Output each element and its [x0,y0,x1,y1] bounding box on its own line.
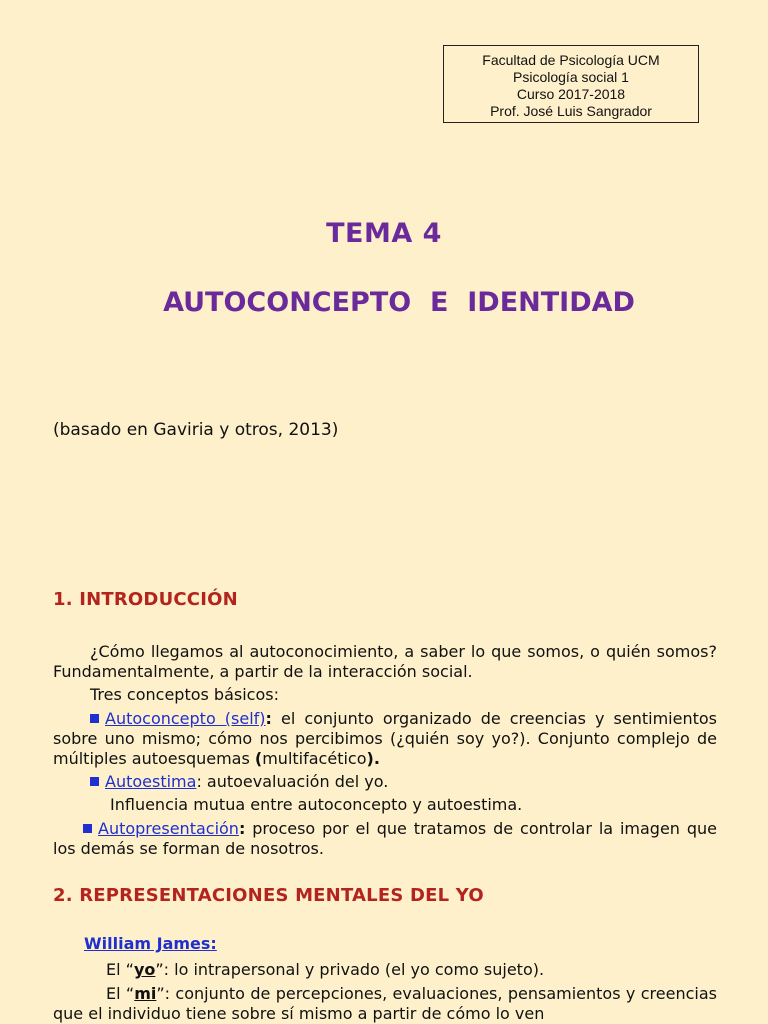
mi-term: mi [134,984,157,1003]
topic-title: AUTOCONCEPTO E IDENTIDAD [163,287,635,318]
square-bullet-icon [90,777,99,786]
topic-number: TEMA 4 [326,218,442,249]
autoconcepto-term: Autoconcepto (self) [105,709,266,728]
yo-definition: El “yo”: lo intrapersonal y privado (el yo como sujeto). [106,960,545,979]
square-bullet-icon [90,714,99,723]
autoestima-paragraph: Autoestima: autoevaluación del yo. [90,772,717,792]
three-concepts-line: Tres conceptos básicos: [90,685,279,704]
faculty-line: Facultad de Psicología UCM [482,52,660,68]
autoestima-term: Autoestima [105,772,197,791]
yo-term: yo [133,960,156,979]
autoconcepto-paragraph: Autoconcepto (self): el conjunto organizado de creencias y sentimientos sobre uno mismo; cómo nos percibimos (¿quién soy yo?). Conjunto complejo de múltiples autoesquemas (multifacético). [53,709,718,768]
william-james-label: William James: [84,934,217,953]
autopresentacion-paragraph: Autopresentación: proceso por el que tratamos de controlar la imagen que los demás se forman de nosotros. [53,819,717,858]
author-name: William James [84,934,211,953]
academic-year-line: Curso 2017-2018 [516,86,626,102]
section-1-heading: 1. INTRODUCCIÓN [53,589,238,610]
course-name-line: Psicología social 1 [513,69,629,85]
section-2-heading: 2. REPRESENTACIONES MENTALES DEL YO [53,885,484,906]
source-note: (basado en Gaviria y otros, 2013) [53,420,339,440]
course-info-box [443,45,699,123]
intro-paragraph: ¿Cómo llegamos al autoconocimiento, a saber lo que somos, o quién somos? Fundamentalmente, a partir de la interacción social. [53,642,717,681]
professor-line: Prof. José Luis Sangrador [490,103,652,119]
influence-line: Influencia mutua entre autoconcepto y autoestima. [110,795,523,814]
square-bullet-icon [83,824,92,833]
autopresentacion-term: Autopresentación [98,819,239,838]
mi-definition: El “mi”: conjunto de percepciones, evaluaciones, pensamientos y creencias que el individuo tiene sobre sí mismo a partir de cómo lo ven [53,984,717,1023]
